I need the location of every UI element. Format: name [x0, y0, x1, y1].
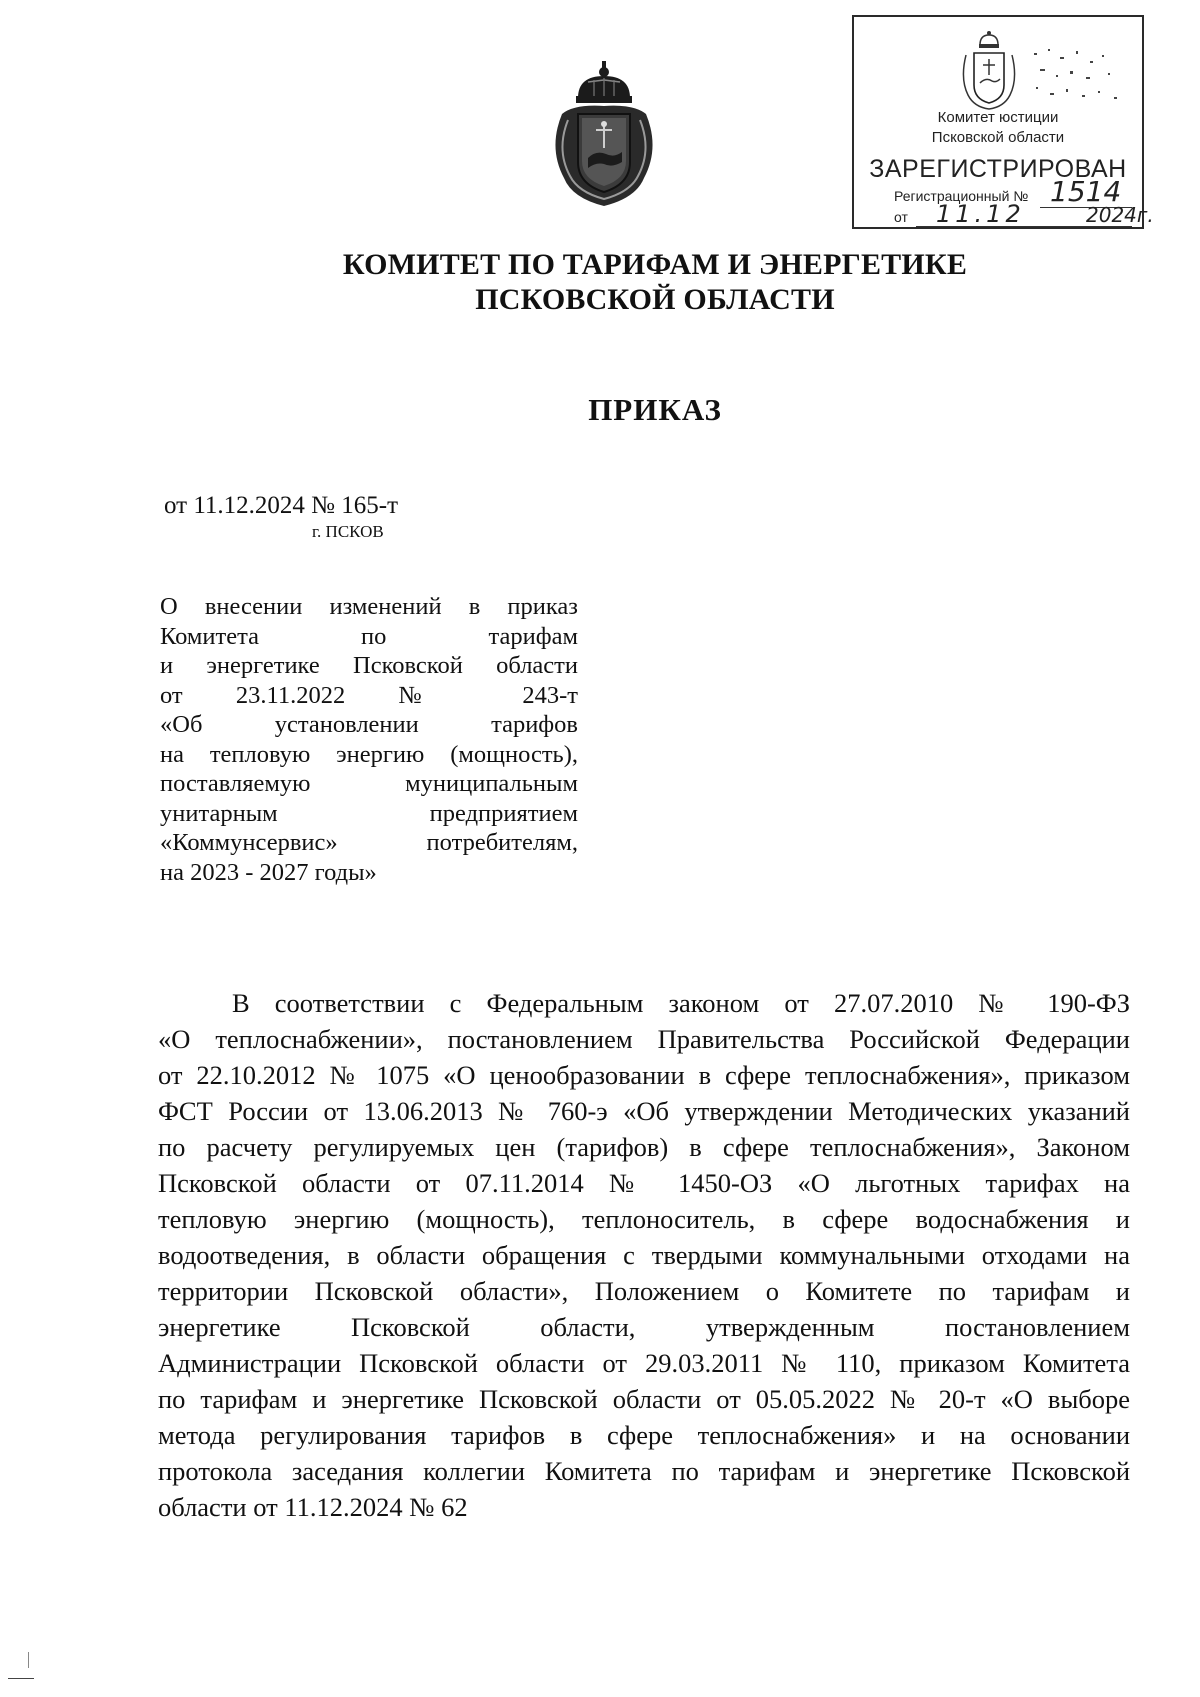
- subject-line: на 2023 - 2027 годы»: [160, 858, 377, 886]
- stamp-date-label: от: [894, 209, 908, 225]
- body-line: Администрации Псковской области от 29.03.2011 № 110, приказом Комитета: [158, 1348, 1130, 1378]
- stamp-date-year: 2024г.: [1086, 203, 1154, 227]
- subject-line: О внесении изменений в приказ: [160, 593, 578, 620]
- subject-line: Комитета по тарифам: [160, 622, 578, 650]
- body-line: Псковской области от 07.11.2014 № 1450-ОЗ «О льготных тарифах на: [158, 1168, 1130, 1198]
- stamp-background-specks: [1030, 47, 1120, 107]
- body-line: тепловую энергию (мощность), теплоноситель, в сфере водоснабжения и: [158, 1204, 1130, 1234]
- order-city: г. ПСКОВ: [312, 522, 384, 541]
- stamp-date: 11.12: [936, 200, 1025, 228]
- stamp-org-line2: Псковской области: [931, 129, 1065, 146]
- subject-line: «Коммунсервис» потребителям,: [160, 829, 578, 856]
- subject-line: «Об установлении тарифов: [160, 711, 578, 738]
- coat-of-arms-emblem: [548, 58, 660, 208]
- stamp-reg-number: 1514: [1050, 175, 1122, 208]
- document-type-heading: ПРИКАЗ: [588, 392, 722, 427]
- scan-mark: [28, 1652, 29, 1668]
- body-line: от 22.10.2012 № 1075 «О ценообразовании в сфере теплоснабжения», приказом: [158, 1060, 1130, 1090]
- body-line: «О теплоснабжении», постановлением Правительства Российской Федерации: [158, 1024, 1130, 1054]
- scan-mark: [8, 1678, 34, 1679]
- body-line: по расчету регулируемых цен (тарифов) в сфере теплоснабжения», Законом: [158, 1132, 1130, 1162]
- body-line: В соответствии с Федеральным законом от 27.07.2010 № 190-ФЗ: [232, 988, 1130, 1018]
- body-line: области от 11.12.2024 № 62: [158, 1492, 468, 1522]
- registration-stamp: [852, 15, 1154, 229]
- body-line: метода регулирования тарифов в сфере теплоснабжения» и на основании: [158, 1420, 1130, 1450]
- organization-name-line1: КОМИТЕТ ПО ТАРИФАМ И ЭНЕРГЕТИКЕ: [342, 248, 968, 281]
- body-line: энергетике Псковской области, утвержденным постановлением: [158, 1312, 1130, 1342]
- order-date-number: от 11.12.2024 № 165-т: [164, 492, 399, 519]
- body-line: по тарифам и энергетике Псковской области от 05.05.2022 № 20-т «О выборе: [158, 1384, 1130, 1414]
- order-subject: [160, 592, 578, 887]
- subject-line: поставляемую муниципальным: [160, 770, 578, 797]
- stamp-date-underline: [916, 226, 1132, 227]
- body-line: территории Псковской области», Положением о Комитете по тарифам и: [158, 1276, 1130, 1306]
- organization-name-line2: ПСКОВСКОЙ ОБЛАСТИ: [475, 283, 835, 316]
- stamp-status: ЗАРЕГИСТРИРОВАН: [869, 155, 1127, 183]
- subject-line: и энергетике Псковской области: [160, 652, 578, 679]
- stamp-coat-of-arms-icon: [960, 29, 1018, 111]
- body-line: протокола заседания коллегии Комитета по тарифам и энергетике Псковской: [158, 1456, 1130, 1486]
- body-line: ФСТ России от 13.06.2013 № 760-э «Об утверждении Методических указаний: [158, 1096, 1130, 1126]
- stamp-org-line1: Комитет юстиции: [937, 109, 1059, 126]
- body-line: водоотведения, в области обращения с твердыми коммунальными отходами на: [158, 1240, 1130, 1270]
- subject-line: от 23.11.2022 № 243-т: [160, 681, 578, 709]
- stamp-reg-number-label: Регистрационный №: [894, 188, 1029, 204]
- body-paragraph: [158, 985, 1130, 1525]
- subject-line: на тепловую энергию (мощность),: [160, 740, 578, 768]
- subject-line: унитарным предприятием: [160, 799, 578, 827]
